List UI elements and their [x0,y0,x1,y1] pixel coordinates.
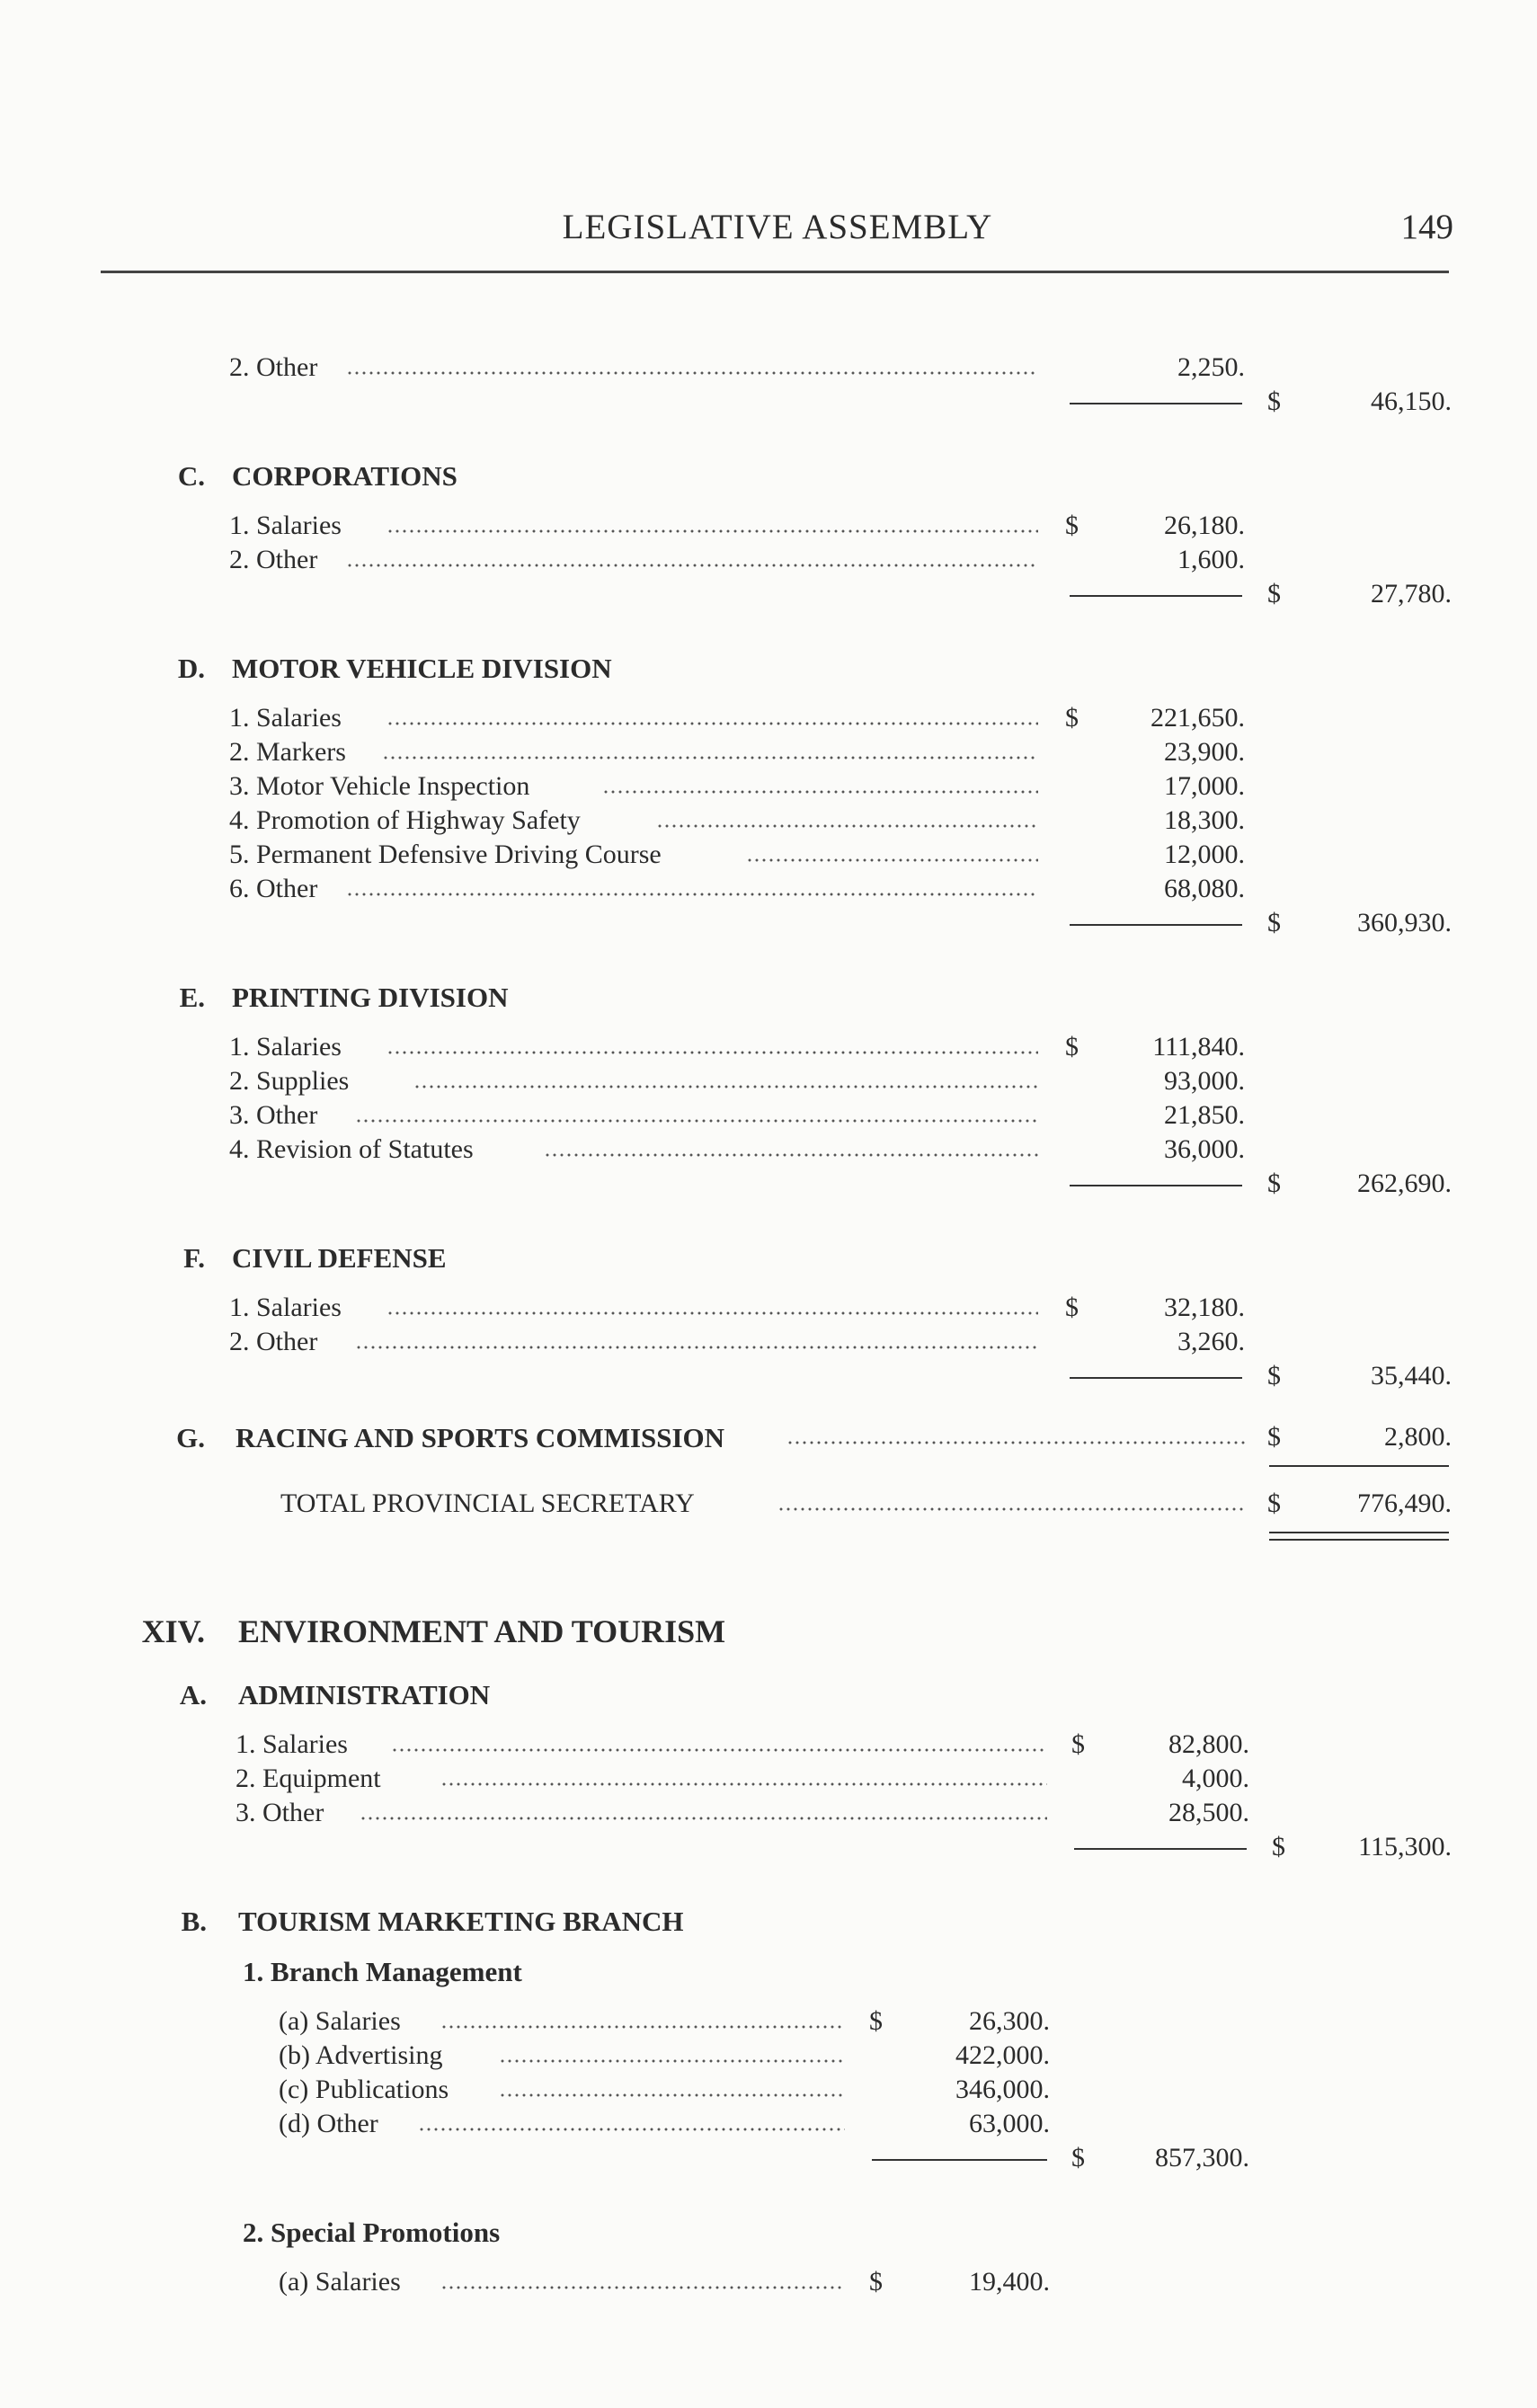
grand-total-currency: $ [1267,1488,1281,1518]
subtotal-rule [1074,1848,1247,1850]
subsection-title: 2. Special Promotions [243,2217,501,2248]
subtotal-rule [1070,595,1242,597]
item-label: 6. Other [229,874,318,903]
line-item [0,1134,1537,1168]
line-item [0,511,1537,545]
item-amount: 221,650. [1151,703,1245,733]
section-title: ADMINISTRATION [238,1679,491,1710]
section-letter: C. [177,460,205,492]
line-item [0,771,1537,805]
item-amount: 36,000. [1164,1134,1245,1164]
line-item [0,703,1537,737]
total-currency: $ [1272,1832,1285,1862]
grand-total-rule-area [0,1456,1537,1488]
item-label: 5. Permanent Defensive Driving Course [229,840,662,869]
item-label: (c) Publications [279,2075,449,2104]
dot-leader [386,529,1038,533]
section-title: CIVIL DEFENSE [232,1242,447,1274]
item-currency: $ [1065,703,1079,733]
item-label: 2. Equipment [235,1764,381,1793]
item-currency: $ [1065,1293,1079,1322]
item-currency: $ [869,2267,883,2297]
item-amount: 12,000. [1164,840,1245,869]
header-rule [101,271,1449,273]
subtotal-rule [1070,403,1242,404]
item-currency: $ [869,2006,883,2036]
total-currency: $ [1267,908,1281,937]
item-label: 2. Other [229,352,318,382]
subtotal-rule [872,2159,1047,2161]
dot-leader [346,893,1038,896]
line-item [0,1764,1537,1798]
item-label: 1. Salaries [229,703,342,733]
grand-total-amount: 776,490. [1357,1488,1452,1518]
major-title: ENVIRONMENT AND TOURISM [238,1613,726,1649]
dot-leader [544,1153,1038,1157]
item-label: 1. Salaries [229,1293,342,1322]
section-title: TOURISM MARKETING BRANCH [238,1906,684,1937]
line-item [0,352,1537,387]
subtotal-rule [1070,924,1242,926]
section-title: CORPORATIONS [232,460,458,492]
subtotal-row [0,2143,1537,2177]
item-label: 3. Other [229,1100,318,1130]
item-amount: 32,180. [1164,1293,1245,1322]
item-label: 3. Other [235,1798,324,1827]
dot-leader [355,1346,1038,1349]
total-currency: $ [1071,2143,1085,2173]
item-amount: 18,300. [1164,805,1245,835]
item-label: 3. Motor Vehicle Inspection [229,771,530,801]
subsection-heading [0,1956,1537,1990]
subtotal-row [0,1168,1537,1203]
dot-leader [386,1311,1038,1315]
dot-leader [413,1085,1038,1088]
item-amount: 19,400. [969,2267,1050,2297]
line-item [0,2006,1537,2040]
line-item [0,1729,1537,1764]
total-currency: $ [1267,579,1281,609]
section-heading [0,1679,1537,1713]
section-heading [0,982,1537,1016]
line-item [0,2109,1537,2143]
section-total: 360,930. [1357,908,1452,937]
dot-leader [346,564,1038,567]
header-title: LEGISLATIVE ASSEMBLY [562,208,993,246]
line-item [0,840,1537,874]
item-label: 2. Supplies [229,1066,350,1096]
dot-leader [418,2128,845,2131]
dot-leader [386,1051,1038,1054]
subtotal-row [0,908,1537,942]
item-label: 1. Salaries [229,1032,342,1062]
line-item [0,1327,1537,1361]
section-letter: F. [183,1242,205,1274]
line-item [0,1100,1537,1134]
item-label: 4. Promotion of Highway Safety [229,805,581,835]
dot-leader [777,1507,1245,1511]
total-currency: $ [1267,1422,1281,1452]
section-total: 46,150. [1371,387,1452,416]
subtotal-row [0,1361,1537,1395]
section-heading [0,1242,1537,1276]
subtotal-row [0,1832,1537,1866]
item-amount: 93,000. [1164,1066,1245,1096]
subsection-title: 1. Branch Management [243,1956,522,1987]
dot-leader [746,858,1038,862]
item-amount: 2,250. [1177,352,1245,382]
grand-total-label: TOTAL PROVINCIAL SECRETARY [280,1488,695,1518]
subsection-total: 857,300. [1155,2143,1249,2173]
dot-leader [382,756,1038,760]
item-currency: $ [1065,511,1079,540]
line-item [0,1798,1537,1832]
line-item [0,1066,1537,1100]
item-label: (a) Salaries [279,2006,401,2036]
item-amount: 23,900. [1164,737,1245,767]
dot-leader [499,2093,845,2097]
item-label: 2. Markers [229,737,346,767]
item-amount: 4,000. [1182,1764,1249,1793]
line-item [0,737,1537,771]
item-currency: $ [1065,1032,1079,1062]
line-item [0,2267,1537,2301]
dot-leader [440,2286,845,2289]
line-item [0,1293,1537,1327]
page-number: 149 [1400,208,1453,246]
grand-total-row [0,1488,1537,1523]
item-amount: 422,000. [955,2040,1050,2070]
item-currency: $ [1071,1729,1085,1759]
dot-leader [786,1441,1245,1444]
item-label: 4. Revision of Statutes [229,1134,474,1164]
grand-total-top-rule [1269,1465,1449,1467]
dot-leader [440,2025,845,2029]
line-item [0,2040,1537,2075]
subtotal-rule [1070,1377,1242,1379]
dot-leader [656,824,1038,828]
dot-leader [499,2059,845,2063]
section-heading [0,460,1537,494]
item-label: (b) Advertising [279,2040,443,2070]
item-amount: 3,260. [1177,1327,1245,1356]
dot-leader [355,1119,1038,1123]
item-amount: 346,000. [955,2075,1050,2104]
line-item [0,2075,1537,2109]
dot-leader [346,371,1038,375]
line-item [0,805,1537,840]
item-amount: 1,600. [1177,545,1245,574]
total-currency: $ [1267,387,1281,416]
item-label: 1. Salaries [235,1729,348,1759]
section-letter: D. [177,653,205,684]
section-total: 27,780. [1371,579,1452,609]
major-heading [0,1613,1537,1652]
page-header [0,207,1537,252]
item-amount: 28,500. [1168,1798,1249,1827]
item-amount: 17,000. [1164,771,1245,801]
section-letter: G. [176,1422,205,1453]
section-total: 35,440. [1371,1361,1452,1391]
dot-leader [440,1782,1047,1786]
line-item [0,874,1537,908]
double-rule-bottom [1269,1539,1449,1541]
section-total: 262,690. [1357,1168,1452,1198]
dot-leader [360,1817,1047,1820]
section-heading-total [0,1422,1537,1456]
item-label: (a) Salaries [279,2267,401,2297]
item-label: 1. Salaries [229,511,342,540]
double-rule-top [1269,1532,1449,1533]
section-letter: E. [179,982,205,1013]
dot-leader [391,1748,1047,1752]
subsection-heading [0,2217,1537,2251]
section-title: PRINTING DIVISION [232,982,509,1013]
item-amount: 26,300. [969,2006,1050,2036]
item-label: 2. Other [229,545,318,574]
item-amount: 111,840. [1152,1032,1245,1062]
item-label: 2. Other [229,1327,318,1356]
total-currency: $ [1267,1168,1281,1198]
section-title: RACING AND SPORTS COMMISSION [235,1422,725,1453]
double-rule-area [0,1523,1537,1550]
subtotal-rule [1070,1185,1242,1186]
line-item [0,1032,1537,1066]
line-item [0,545,1537,579]
section-heading [0,1906,1537,1940]
item-amount: 63,000. [969,2109,1050,2138]
section-letter: A. [179,1679,207,1710]
item-amount: 26,180. [1164,511,1245,540]
section-total: 2,800. [1384,1422,1452,1452]
total-currency: $ [1267,1361,1281,1391]
section-letter: B. [181,1906,207,1937]
item-amount: 82,800. [1168,1729,1249,1759]
item-amount: 21,850. [1164,1100,1245,1130]
subtotal-row [0,387,1537,421]
section-heading [0,653,1537,687]
major-numeral: XIV. [141,1613,205,1649]
dot-leader [602,790,1038,794]
dot-leader [386,722,1038,725]
section-total: 115,300. [1358,1832,1452,1862]
section-title: MOTOR VEHICLE DIVISION [232,653,612,684]
subtotal-row [0,579,1537,613]
item-label: (d) Other [279,2109,378,2138]
item-amount: 68,080. [1164,874,1245,903]
ledger-content [0,352,1537,2301]
